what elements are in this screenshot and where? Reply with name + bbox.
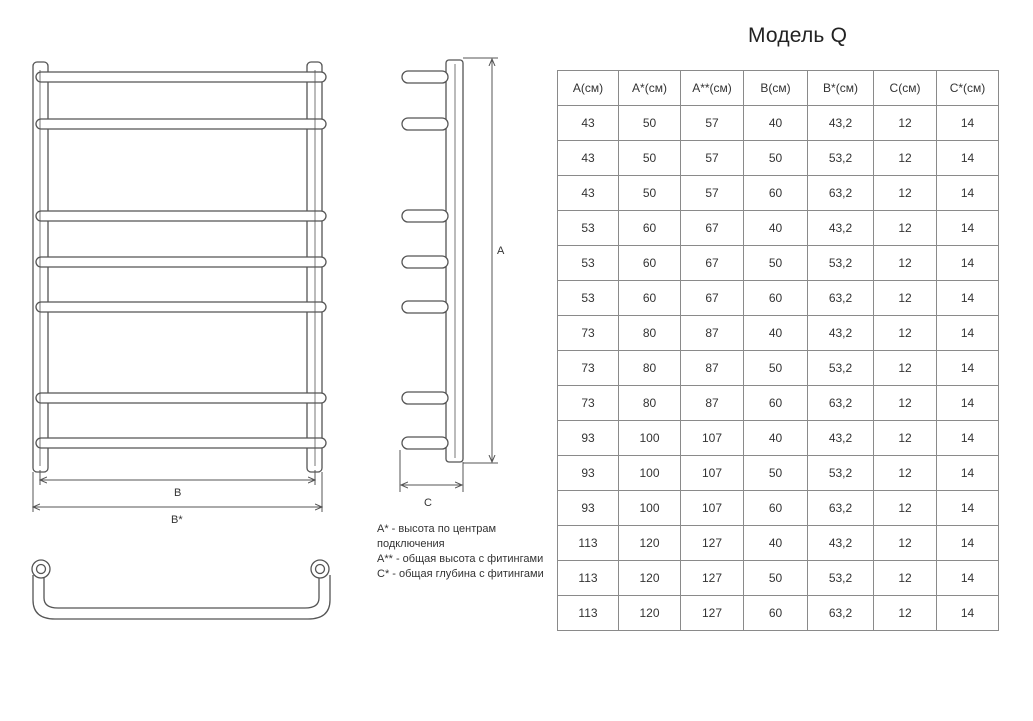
table-cell: 14 — [937, 106, 999, 141]
table-cell: 60 — [619, 211, 681, 246]
dimension-a-label: A — [497, 245, 505, 257]
table-row — [558, 211, 999, 246]
table-cell: 12 — [874, 176, 937, 211]
table-cell: 12 — [874, 106, 937, 141]
table-cell: 40 — [744, 106, 808, 141]
note-c-star: C* - общая глубина с фитингами — [377, 568, 544, 580]
column-header: C*(см) — [937, 71, 999, 106]
table-cell: 50 — [744, 246, 808, 281]
table-cell: 80 — [619, 386, 681, 421]
table-cell: 12 — [874, 526, 937, 561]
table-cell: 50 — [744, 141, 808, 176]
table-cell: 73 — [558, 351, 619, 386]
rung — [36, 211, 326, 221]
table-cell: 87 — [681, 351, 744, 386]
table-row — [558, 596, 999, 631]
table-cell: 43,2 — [808, 106, 874, 141]
table-cell: 14 — [937, 211, 999, 246]
table-cell: 50 — [619, 106, 681, 141]
table-cell: 67 — [681, 281, 744, 316]
table-cell: 40 — [744, 526, 808, 561]
table-cell: 100 — [619, 491, 681, 526]
table-row — [558, 106, 999, 141]
table-cell: 53 — [558, 211, 619, 246]
table-cell: 14 — [937, 491, 999, 526]
notes — [377, 522, 547, 582]
table-cell: 60 — [744, 491, 808, 526]
table-cell: 107 — [681, 491, 744, 526]
table-cell: 50 — [619, 176, 681, 211]
column-header: A(см) — [558, 71, 619, 106]
table-cell: 50 — [619, 141, 681, 176]
right-connection — [311, 560, 329, 578]
rung — [36, 393, 326, 403]
table-cell: 14 — [937, 386, 999, 421]
table-cell: 67 — [681, 246, 744, 281]
table-cell: 127 — [681, 596, 744, 631]
side-view — [402, 60, 463, 462]
table-cell: 43,2 — [808, 211, 874, 246]
table-cell: 107 — [681, 456, 744, 491]
table-header-row — [558, 71, 999, 106]
table-cell: 12 — [874, 281, 937, 316]
table-row — [558, 351, 999, 386]
table-cell: 43,2 — [808, 316, 874, 351]
spec-table — [557, 70, 999, 631]
table-cell: 127 — [681, 526, 744, 561]
table-cell: 63,2 — [808, 386, 874, 421]
table-cell: 100 — [619, 456, 681, 491]
table-cell: 14 — [937, 596, 999, 631]
table-cell: 127 — [681, 561, 744, 596]
note-a-double-star: A** - общая высота с фитингами — [377, 553, 544, 565]
rung — [36, 72, 326, 82]
table-cell: 50 — [744, 456, 808, 491]
table-cell: 113 — [558, 561, 619, 596]
table-cell: 80 — [619, 316, 681, 351]
model-title: Модель Q — [748, 24, 848, 47]
note-a-star: A* - высота по центрам подключения — [377, 523, 497, 550]
table-cell: 43,2 — [808, 421, 874, 456]
column-header: A*(см) — [619, 71, 681, 106]
table-cell: 80 — [619, 351, 681, 386]
table-cell: 50 — [744, 561, 808, 596]
table-cell: 12 — [874, 456, 937, 491]
table-cell: 53,2 — [808, 456, 874, 491]
table-cell: 12 — [874, 421, 937, 456]
table-row — [558, 386, 999, 421]
table-cell: 14 — [937, 456, 999, 491]
table-cell: 43,2 — [808, 526, 874, 561]
table-cell: 14 — [937, 281, 999, 316]
table-row — [558, 421, 999, 456]
table-cell: 87 — [681, 316, 744, 351]
table-cell: 12 — [874, 351, 937, 386]
table-cell: 40 — [744, 421, 808, 456]
table-cell: 93 — [558, 421, 619, 456]
table-cell: 14 — [937, 421, 999, 456]
side-rung — [402, 71, 448, 83]
table-cell: 60 — [744, 596, 808, 631]
table-cell: 60 — [744, 281, 808, 316]
side-rung — [402, 210, 448, 222]
table-cell: 120 — [619, 526, 681, 561]
side-rung — [402, 301, 448, 313]
table-cell: 14 — [937, 176, 999, 211]
table-row — [558, 176, 999, 211]
table-cell: 60 — [744, 176, 808, 211]
column-header: B*(см) — [808, 71, 874, 106]
table-cell: 87 — [681, 386, 744, 421]
table-cell: 43 — [558, 176, 619, 211]
table-cell: 12 — [874, 561, 937, 596]
side-rung — [402, 256, 448, 268]
table-cell: 93 — [558, 491, 619, 526]
table-cell: 63,2 — [808, 281, 874, 316]
table-cell: 63,2 — [808, 596, 874, 631]
table-cell: 40 — [744, 211, 808, 246]
height-dimension — [463, 58, 498, 463]
table-cell: 53 — [558, 246, 619, 281]
table-cell: 14 — [937, 561, 999, 596]
table-cell: 12 — [874, 246, 937, 281]
table-row — [558, 246, 999, 281]
table-cell: 53 — [558, 281, 619, 316]
column-header: C(см) — [874, 71, 937, 106]
table-cell: 60 — [744, 386, 808, 421]
table-cell: 107 — [681, 421, 744, 456]
table-cell: 14 — [937, 141, 999, 176]
table-row — [558, 491, 999, 526]
column-header: B(см) — [744, 71, 808, 106]
table-cell: 63,2 — [808, 491, 874, 526]
table-cell: 57 — [681, 176, 744, 211]
rung — [36, 302, 326, 312]
side-rung — [402, 437, 448, 449]
table-cell: 60 — [619, 281, 681, 316]
table-row — [558, 141, 999, 176]
table-cell: 67 — [681, 211, 744, 246]
front-view — [33, 62, 326, 472]
table-cell: 14 — [937, 351, 999, 386]
table-cell: 43 — [558, 141, 619, 176]
table-row — [558, 281, 999, 316]
table-cell: 50 — [744, 351, 808, 386]
table-cell: 43 — [558, 106, 619, 141]
table-cell: 93 — [558, 456, 619, 491]
table-body — [558, 106, 999, 631]
table-cell: 53,2 — [808, 141, 874, 176]
dimension-c-label: C — [424, 497, 432, 509]
table-cell: 100 — [619, 421, 681, 456]
table-cell: 57 — [681, 106, 744, 141]
side-rung — [402, 118, 448, 130]
table-cell: 53,2 — [808, 561, 874, 596]
table-cell: 14 — [937, 316, 999, 351]
table-cell: 14 — [937, 526, 999, 561]
table-cell: 53,2 — [808, 246, 874, 281]
table-cell: 12 — [874, 386, 937, 421]
table-row — [558, 526, 999, 561]
table-cell: 113 — [558, 526, 619, 561]
table-cell: 113 — [558, 596, 619, 631]
rung — [36, 119, 326, 129]
table-row — [558, 316, 999, 351]
rung — [36, 257, 326, 267]
table-row — [558, 456, 999, 491]
side-rungs — [402, 71, 448, 449]
rung — [36, 438, 326, 448]
table-cell: 120 — [619, 561, 681, 596]
table-cell: 120 — [619, 596, 681, 631]
left-connection — [32, 560, 50, 578]
table-cell: 12 — [874, 141, 937, 176]
column-header: A**(см) — [681, 71, 744, 106]
table-cell: 53,2 — [808, 351, 874, 386]
table-cell: 12 — [874, 491, 937, 526]
table-cell: 63,2 — [808, 176, 874, 211]
table-cell: 40 — [744, 316, 808, 351]
table-cell: 73 — [558, 316, 619, 351]
table-cell: 12 — [874, 211, 937, 246]
rungs — [36, 72, 326, 448]
side-rung — [402, 392, 448, 404]
dimension-b-label: B — [174, 487, 182, 499]
dimension-b-star-label: B* — [171, 514, 183, 526]
table-cell: 12 — [874, 316, 937, 351]
table-cell: 73 — [558, 386, 619, 421]
table-cell: 12 — [874, 596, 937, 631]
table-cell: 14 — [937, 246, 999, 281]
table-row — [558, 561, 999, 596]
table-cell: 60 — [619, 246, 681, 281]
table-cell: 57 — [681, 141, 744, 176]
top-view — [32, 560, 330, 619]
